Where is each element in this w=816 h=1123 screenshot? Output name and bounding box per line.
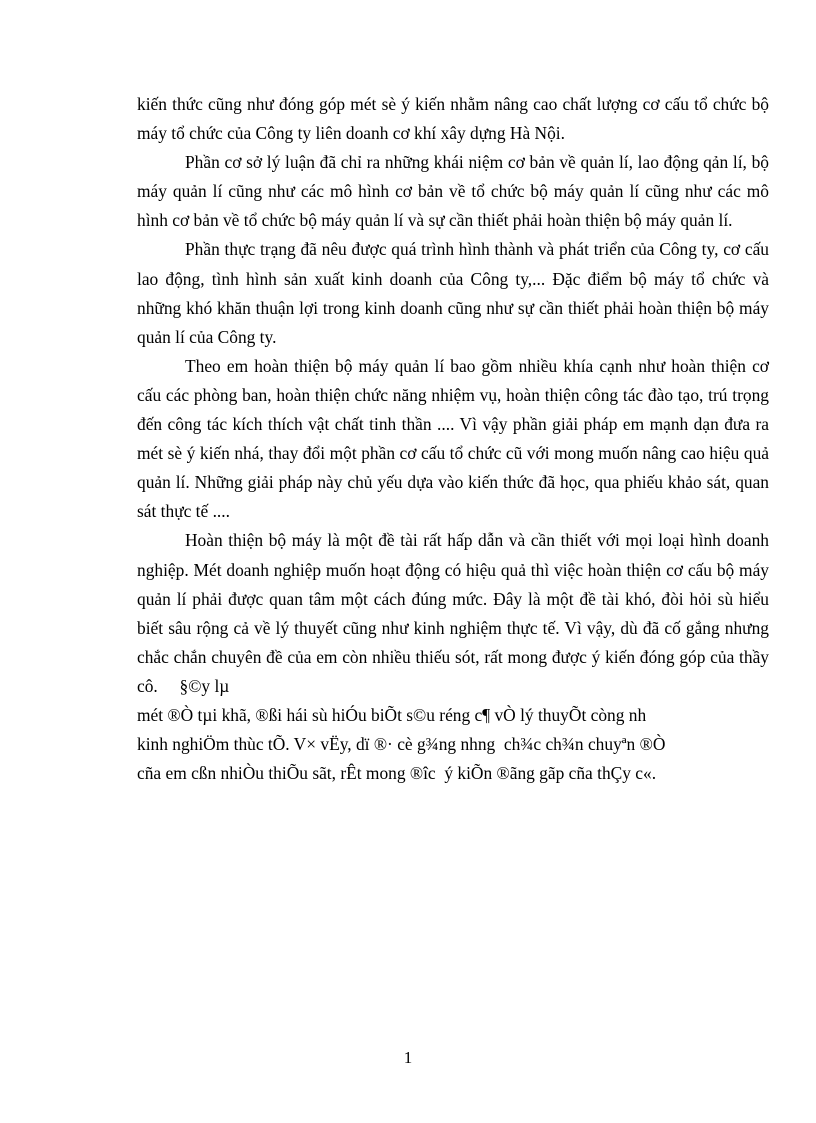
conclusion-text: Hoàn thiện bộ máy là một đề tài rất hấp dẫn và cần thiết với mọi loại hình doanh nghiệp. Mét doanh nghiệp muốn hoạt động có hiệu quả thì việc hoàn thiện cơ cấu bộ máy quản lí phải được quan tâm một cách đúng mức. Đây là một đề tài khó, đòi hỏi sù hiểu biết sâu rộng cả về lý thuyết cũng như kinh nghiệm thực tế. Vì vậy, dù đã cố gắng nhưng chắc chắn chuyên đề của em còn nhiều thiếu sót, rất mong được ý kiến đóng góp của thầy cô. xyxy=(137,530,769,696)
paragraph-theory-section: Phần cơ sở lý luận đã chỉ ra những khái niệm cơ bản về quản lí, lao động qản lí, bộ máy quản lí cũng như các mô hình cơ bản về tổ chức bộ máy quản lí cũng như các mô hình cơ bản về tổ chức bộ máy quản lí và sự cần thiết phải hoàn thiện bộ máy quản lí. xyxy=(137,152,769,231)
paragraph-current-state-section: Phần thực trạng đã nêu được quá trình hình thành và phát triển của Công ty, cơ cấu lao động, tình hình sản xuất kinh doanh của Công ty,... Đặc điểm bộ máy tổ chức và những khó khăn thuận lợi trong kinh doanh cũng như sự cần thiết phải hoàn thiện bộ máy quản lí của Công ty. xyxy=(137,239,769,347)
paragraph-conclusion xyxy=(137,526,769,701)
garbled-text-start: §©y lµ xyxy=(179,675,230,696)
body-text xyxy=(137,90,769,788)
paragraph-solutions-section: Theo em hoàn thiện bộ máy quản lí bao gồm nhiều khía cạnh như hoàn thiện cơ cấu các phòng ban, hoàn thiện chức năng nhiệm vụ, hoàn thiện công tác đào tạo, trú trọng đến công tác kích thích vật chất tinh thần .... Vì vậy phần giải pháp em mạnh dạn đưa ra mét sè ý kiến nhá, thay đổi một phần cơ cấu tổ chức cũ với mong muốn nâng cao hiệu quả quản lí. Những giải pháp này chủ yếu dựa vào kiến thức đã học, qua phiếu khảo sát, quan sát thực tế .... xyxy=(137,355,769,522)
garbled-line: cña em cßn nhiÒu thiÕu sãt, rÊt mong ®îc ý kiÕn ®ãng gãp cña thÇy c«. xyxy=(137,763,657,784)
garbled-line: kinh nghiÖm thùc tÕ. V× vËy, dï ®· cè g¾ng nhng ch¾c ch¾n chuyªn ®Ò xyxy=(137,734,666,755)
paragraph-continuation: kiến thức cũng như đóng góp mét sè ý kiến nhằm nâng cao chất lượng cơ cấu tổ chức bộ máy tổ chức của Công ty liên doanh cơ khí xây dựng Hà Nội. xyxy=(137,94,769,144)
garbled-legacy-encoding-text xyxy=(137,701,769,788)
page-number: 1 xyxy=(403,1048,413,1067)
garbled-line: mét ®Ò tµi khã, ®ßi hái sù hiÓu biÕt s©u réng c¶ vÒ lý thuyÕt còng nh xyxy=(137,704,647,725)
